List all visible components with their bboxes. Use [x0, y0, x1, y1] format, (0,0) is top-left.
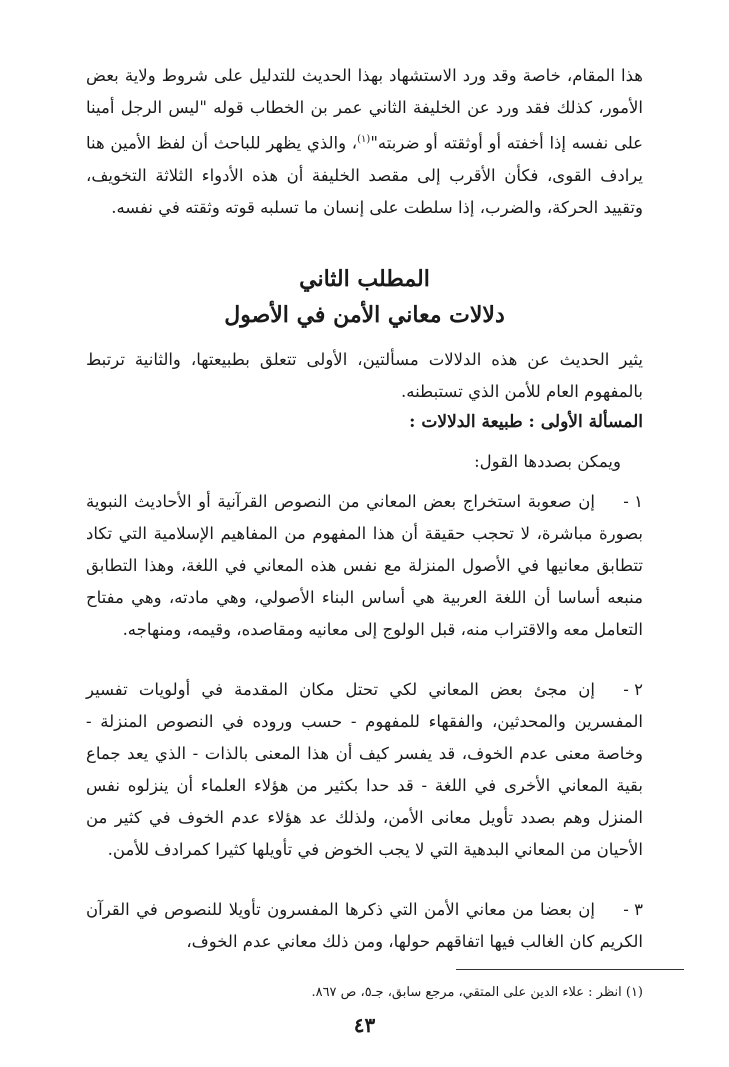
section-title: المطلب الثاني [299, 266, 430, 292]
list-item [86, 486, 643, 646]
list-item-text: إن مجئ بعض المعاني لكي تحتل مكان المقدمة في أولويات تفسير المفسرين والمحدثين، والفقهاء للمفهوم - حسب وروده في النصوص المنزلة - وخاصة معنى عدم الخوف، قد يفسر كيف أن هذا المعنى بالذات - الذي يعد جماع بقية المعاني الأخرى في اللغة - قد حدا بكثير من هؤلاء العلماء أن ينزلوه نفس المنزل وهم بصدد تأويل معانى الأمن، ولذلك عد هؤلاء عدم الخوف في كثير من الأحيان من المعاني البدهية التي لا يجب الخوض في تأويلها كثيرا كمرادف للأمن. [86, 680, 643, 859]
paragraph-1 [86, 60, 643, 224]
section-subtitle: دلالات معاني الأمن في الأصول [224, 302, 505, 328]
footnote: (١) انظر : علاء الدين على المتقي، مرجع سابق، جـ٥، ص ٨٦٧. [311, 985, 643, 1000]
paragraph-2: يثير الحديث عن هذه الدلالات مسألتين، الأولى تتعلق بطبيعتها، والثانية ترتبط بالمفهوم العام للأمن الذي تستبطنه. [86, 350, 643, 401]
list-item [86, 894, 643, 958]
footnote-marker[interactable]: (١) [357, 134, 371, 145]
paragraph-1-text: هذا المقام، خاصة وقد ورد الاستشهاد بهذا الحديث للتدليل على شروط ولاية بعض الأمور، كذلك فقد ورد عن الخليفة الثاني عمر بن الخطاب قوله "ليس الرجل أمينا على نفسه إذا أخفته أو أوثقته أو ضربته" [86, 66, 644, 153]
paragraph-1-end: ، والذي يظهر للباحث أن لفظ الأمين هنا يرادف القوى، فكأن الأقرب إلى مقصد الخليفة أن هذه الأدواء الثلاثة التخويف، وتقييد الحركة، والضرب، إذا سلطت على إنسان ما تسلبه قوته وثقته في نفسه. [86, 133, 643, 217]
list-item [86, 674, 643, 866]
list-item-number: ٢ - [623, 680, 643, 699]
list-item-number: ١ - [623, 492, 643, 511]
list-item-text: إن بعضا من معاني الأمن التي ذكرها المفسرون تأويلا للنصوص في القرآن الكريم كان الغالب فيها اتفاقهم حولها، ومن ذلك معاني عدم الخوف، [86, 900, 643, 951]
footnote-divider [456, 969, 684, 970]
page-number: ٤٣ [353, 1013, 376, 1037]
intro-line: ويمكن بصددها القول: [474, 452, 621, 471]
issue-heading: المسألة الأولى : طبيعة الدلالات : [409, 412, 643, 432]
list-item-text: إن صعوبة استخراج بعض المعاني من النصوص القرآنية أو الأحاديث النبوية بصورة مباشرة، لا تحجب حقيقة أن هذا المفهوم من المفاهيم الإسلامية التي تكاد تتطابق معانيها في الأصول المنزلة مع نفس هذه المعاني في اللغة، وهذا التطابق منبعه أساسا أن اللغة العربية هي أساس البناء الأصولي، وهي مادته، وهي مفتاح التعامل معه والاقتراب منه، قبل الولوج إلى معانيه ومقاصده، وقيمه، ومنهاجه. [86, 492, 643, 639]
list-item-number: ٣ - [623, 900, 643, 919]
